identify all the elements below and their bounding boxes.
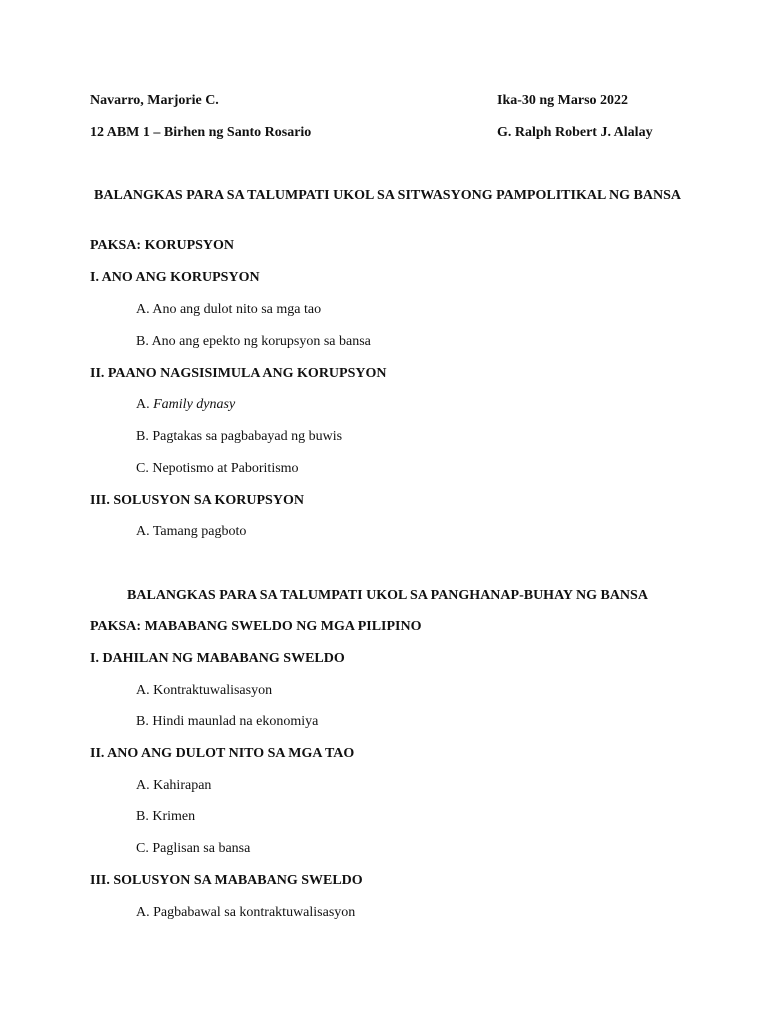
- student-section: 12 ABM 1 – Birhen ng Santo Rosario: [90, 125, 312, 140]
- outline-2-section-3-item-a: A. Pagbabawal sa kontraktuwalisasyon: [136, 905, 356, 920]
- outline-2-title: BALANGKAS PARA SA TALUMPATI UKOL SA PANGHANAP-BUHAY NG BANSA: [127, 588, 648, 603]
- outline-2-section-2-item-a: A. Kahirapan: [136, 778, 212, 793]
- outline-1-section-3-heading: III. SOLUSYON SA KORUPSYON: [90, 493, 304, 508]
- teacher-name: G. Ralph Robert J. Alalay: [497, 125, 653, 140]
- outline-1-section-1-item-b: B. Ano ang epekto ng korupsyon sa bansa: [136, 334, 371, 349]
- outline-2-section-3-heading: III. SOLUSYON SA MABABANG SWELDO: [90, 873, 363, 888]
- outline-2-section-2-heading: II. ANO ANG DULOT NITO SA MGA TAO: [90, 746, 355, 761]
- outline-2-section-2-item-c: C. Paglisan sa bansa: [136, 841, 251, 856]
- item-a-prefix: A.: [136, 397, 154, 412]
- outline-1-topic: PAKSA: KORUPSYON: [90, 238, 235, 253]
- outline-1-section-2-item-c: C. Nepotismo at Paboritismo: [136, 461, 299, 476]
- outline-2-section-1-item-a: A. Kontraktuwalisasyon: [136, 683, 273, 698]
- document-date: Ika-30 ng Marso 2022: [497, 93, 629, 108]
- outline-1-title: BALANGKAS PARA SA TALUMPATI UKOL SA SITWASYONG PAMPOLITIKAL NG BANSA: [94, 188, 681, 203]
- outline-2-topic: PAKSA: MABABANG SWELDO NG MGA PILIPINO: [90, 619, 422, 634]
- outline-2-section-1-heading: I. DAHILAN NG MABABANG SWELDO: [90, 651, 345, 666]
- item-a-italic-text: Family dynasy: [153, 397, 236, 412]
- outline-1-section-2-item-a: [136, 396, 235, 414]
- outline-2-section-2-item-b: B. Krimen: [136, 809, 196, 824]
- outline-1-section-2-item-b: B. Pagtakas sa pagbabayad ng buwis: [136, 429, 343, 444]
- outline-1-section-1-item-a: A. Ano ang dulot nito sa mga tao: [136, 302, 322, 317]
- outline-1-section-2-heading: II. PAANO NAGSISIMULA ANG KORUPSYON: [90, 366, 387, 381]
- student-name: Navarro, Marjorie C.: [90, 93, 219, 108]
- outline-1-section-3-item-a: A. Tamang pagboto: [136, 524, 247, 539]
- outline-1-section-1-heading: I. ANO ANG KORUPSYON: [90, 270, 260, 285]
- outline-2-section-1-item-b: B. Hindi maunlad na ekonomiya: [136, 714, 319, 729]
